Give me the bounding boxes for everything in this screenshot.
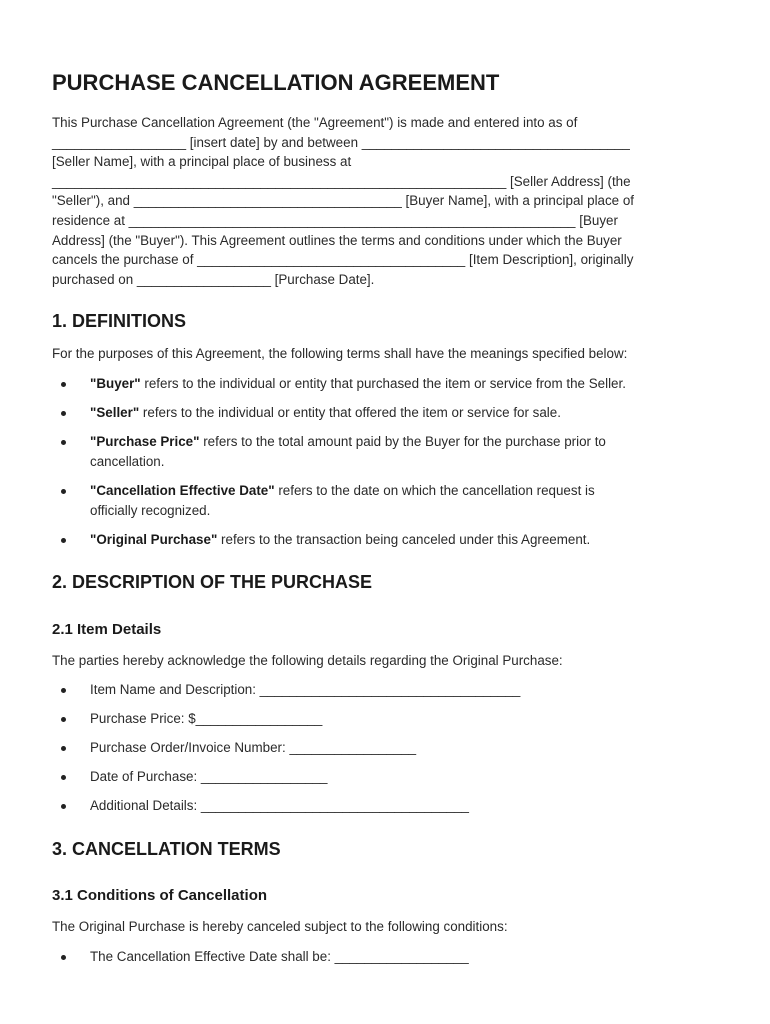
intro-line: __________________ [insert date] by and between ____________________________________: [52, 134, 630, 150]
intro-line: [Seller Name], with a principal place of business at: [52, 154, 352, 170]
detail-text: Date of Purchase: _________________: [90, 769, 328, 784]
detail-text: Additional Details: ____________________________________: [90, 798, 470, 813]
bullet-icon: [61, 411, 66, 416]
bullet-icon: [61, 804, 66, 809]
bullet-icon: [61, 746, 66, 751]
condition-text: The Cancellation Effective Date shall be: __________________: [90, 949, 469, 964]
conditions-lead: The Original Purchase is hereby canceled subject to the following conditions:: [52, 919, 508, 934]
bullet-icon: [61, 775, 66, 780]
definition-term: "Buyer": [90, 376, 141, 391]
definition-term: "Cancellation Effective Date": [90, 483, 275, 498]
intro-line: purchased on __________________ [Purchase Date].: [52, 271, 375, 287]
bullet-icon: [61, 440, 66, 445]
bullet-icon: [61, 538, 66, 543]
intro-line: Address] (the "Buyer"). This Agreement outlines the terms and conditions under which the Buyer: [52, 232, 622, 248]
bullet-icon: [61, 382, 66, 387]
definition-text: cancellation.: [90, 453, 165, 469]
definition-text: refers to the individual or entity that purchased the item or service from the Seller.: [140, 376, 626, 391]
detail-text: Purchase Order/Invoice Number: _________________: [90, 740, 417, 755]
intro-line: cancels the purchase of ____________________________________ [Item Description], originally: [52, 252, 634, 268]
definition-text: refers to the transaction being canceled under this Agreement.: [217, 532, 591, 547]
definition-term: "Original Purchase": [90, 532, 218, 547]
subsection-heading-item-details: 2.1 Item Details: [52, 621, 162, 638]
subsection-heading-conditions: 3.1 Conditions of Cancellation: [52, 887, 268, 904]
definition-text: refers to the date on which the cancellation request is: [274, 483, 595, 498]
item-details-lead: The parties hereby acknowledge the following details regarding the Original Purchase:: [52, 653, 563, 668]
intro-paragraph: [52, 113, 720, 289]
bullet-icon: [61, 688, 66, 693]
intro-line: residence at ____________________________________________________________ [Buyer: [52, 212, 618, 228]
bullet-icon: [61, 489, 66, 494]
section-heading-cancellation-terms: 3. CANCELLATION TERMS: [52, 839, 281, 859]
bullet-icon: [61, 955, 66, 960]
definition-text: officially recognized.: [90, 502, 211, 518]
intro-line: "Seller"), and ____________________________________ [Buyer Name], with a principal place of: [52, 193, 635, 209]
detail-text: Purchase Price: $_________________: [90, 711, 323, 726]
definition-text: refers to the individual or entity that offered the item or service for sale.: [139, 405, 561, 420]
definition-term: "Purchase Price": [90, 434, 200, 449]
detail-text: Item Name and Description: ___________________________________: [90, 682, 521, 697]
definition-term: "Seller": [90, 405, 140, 420]
bullet-icon: [61, 717, 66, 722]
document-title: PURCHASE CANCELLATION AGREEMENT: [52, 70, 500, 95]
intro-line: _____________________________________________________________ [Seller Address] (the: [52, 173, 631, 189]
intro-line: This Purchase Cancellation Agreement (the "Agreement") is made and entered into as of: [52, 115, 578, 130]
section-heading-description: 2. DESCRIPTION OF THE PURCHASE: [52, 572, 373, 592]
definitions-lead: For the purposes of this Agreement, the following terms shall have the meanings specified below:: [52, 346, 628, 361]
section-heading-definitions: 1. DEFINITIONS: [52, 311, 187, 331]
definition-text: refers to the total amount paid by the Buyer for the purchase prior to: [199, 434, 606, 449]
